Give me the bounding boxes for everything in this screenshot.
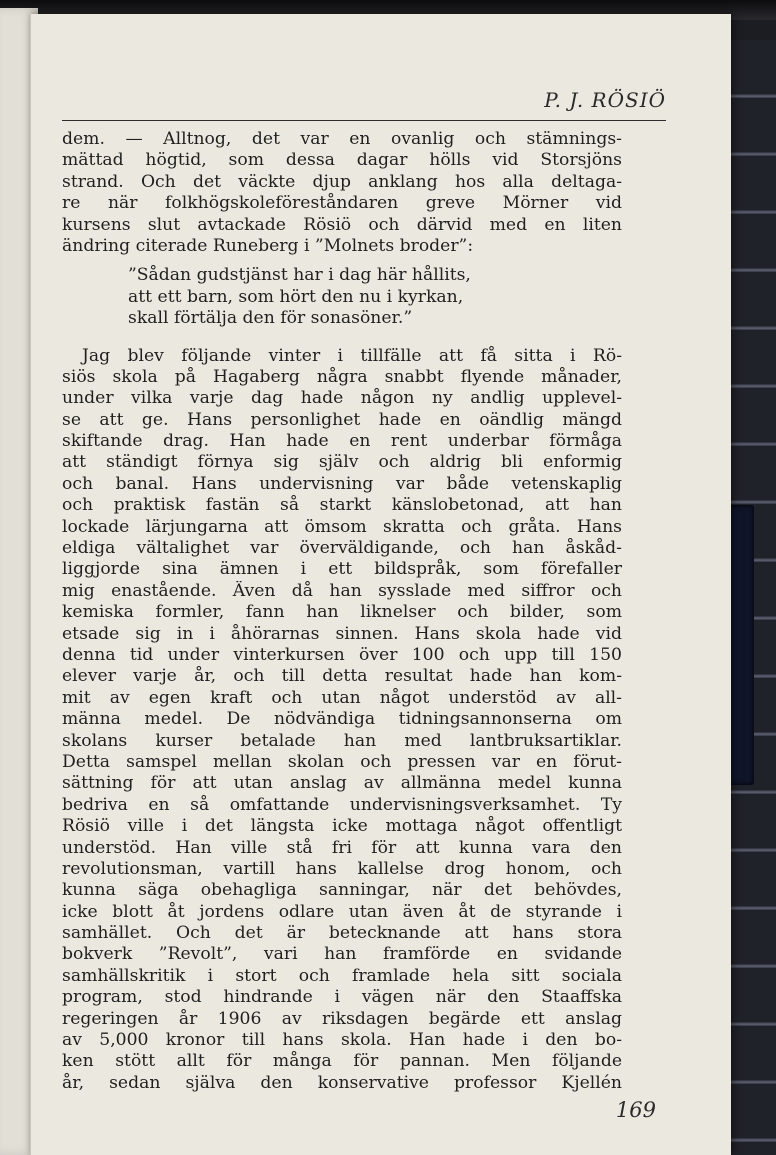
- body-text: [62, 129, 622, 1094]
- text-line: bokverk ”Revolt”, vari han framförde en svidande: [62, 944, 622, 965]
- text-line: etsade sig in i åhörarnas sinnen. Hans skola hade vid: [62, 623, 622, 644]
- text-line: skiftande drag. Han hade en rent underbar förmåga: [62, 431, 622, 452]
- verse-quote: [62, 265, 622, 329]
- text-line: denna tid under vinterkursen över 100 och upp till 150: [62, 644, 622, 665]
- text-line: mättad högtid, som dessa dagar hölls vid Storsjöns: [62, 150, 622, 171]
- text-line: ken stött allt för många för pannan. Men följande: [62, 1051, 622, 1072]
- text-line: eldiga vältalighet var överväldigande, och han åskåd-: [62, 538, 622, 559]
- text-line: av 5,000 kronor till hans skola. Han hade i den bo-: [62, 1030, 622, 1051]
- text-line: program, stod hindrande i vägen när den Staaffska: [62, 987, 622, 1008]
- text-line: sättning för att utan anslag av allmänna medel kunna: [62, 773, 622, 794]
- running-head: P. J. RÖSIÖ: [544, 88, 666, 112]
- text-line: liggjorde sina ämnen i ett bildspråk, som förefaller: [62, 559, 622, 580]
- text-line: under vilka varje dag hade någon ny andlig upplevel-: [62, 388, 622, 409]
- text-line: Jag blev följande vinter i tillfälle att få sitta i Rö-: [82, 345, 622, 366]
- paragraph-1: [62, 129, 622, 257]
- text-line: understöd. Han ville stå fri för att kunna vara den: [62, 837, 622, 858]
- text-line: re när folkhögskoleföreståndaren greve Mörner vid: [62, 193, 622, 214]
- text-line: revolutionsman, vartill hans kallelse drog honom, och: [62, 858, 622, 879]
- text-line: mit av egen kraft och utan något understöd av all-: [62, 687, 622, 708]
- text-line: skolans kurser betalade han med lantbruksartiklar.: [62, 730, 622, 751]
- text-line: siös skola på Hagaberg några snabbt flyende månader,: [62, 366, 622, 387]
- text-line: samhället. Och det är betecknande att hans stora: [62, 923, 622, 944]
- paragraph-2: [62, 346, 622, 1095]
- quote-line: att ett barn, som hört den nu i kyrkan,: [128, 286, 464, 307]
- text-line: mig enastående. Även då han sysslade med siffror och: [62, 580, 622, 601]
- page-number: 169: [615, 1098, 656, 1122]
- text-line: samhällskritik i stort och framlade hela sitt sociala: [62, 965, 622, 986]
- text-line: icke blott åt jordens odlare utan även åt de styrande i: [62, 901, 622, 922]
- text-line: lockade lärjungarna att ömsom skratta och gråta. Hans: [62, 516, 622, 537]
- text-line: kunna säga obehagliga sanningar, när det behövdes,: [62, 880, 622, 901]
- text-line: bedriva en så omfattande undervisningsverksamhet. Ty: [62, 794, 622, 815]
- text-line: att ständigt förnya sig själv och aldrig bli enformig: [62, 452, 622, 473]
- text-line: dem. — Alltnog, det var en ovanlig och stämnings-: [62, 129, 622, 149]
- text-line: kursens slut avtackade Rösiö och därvid med en liten: [62, 214, 622, 235]
- quote-line: skall förtälja den för sonasöner.”: [128, 308, 413, 329]
- text-line: kemiska formler, fann han liknelser och bilder, som: [62, 602, 622, 623]
- text-line: och banal. Hans undervisning var både vetenskaplig: [62, 473, 622, 494]
- text-line: Rösiö ville i det längsta icke mottaga något offentligt: [62, 816, 622, 837]
- text-line: Detta samspel mellan skolan och pressen var en förut-: [62, 751, 622, 772]
- text-line: elever varje år, och till detta resultat hade han kom-: [62, 666, 622, 687]
- quote-line: ”Sådan gudstjänst har i dag här hållits,: [128, 265, 471, 286]
- text-line: regeringen år 1906 av riksdagen begärde ett anslag: [62, 1008, 622, 1029]
- text-line: strand. Och det väckte djup anklang hos alla deltaga-: [62, 171, 622, 192]
- text-line: männa medel. De nödvändiga tidningsannonserna om: [62, 709, 622, 730]
- text-line: år, sedan själva den konservative professor Kjellén: [62, 1072, 622, 1093]
- text-line: ändring citerade Runeberg i ”Molnets broder”:: [62, 235, 474, 256]
- header-rule: [62, 120, 666, 121]
- text-line: se att ge. Hans personlighet hade en oändlig mängd: [62, 409, 622, 430]
- text-line: och praktisk fastän så starkt känslobetonad, att han: [62, 495, 622, 516]
